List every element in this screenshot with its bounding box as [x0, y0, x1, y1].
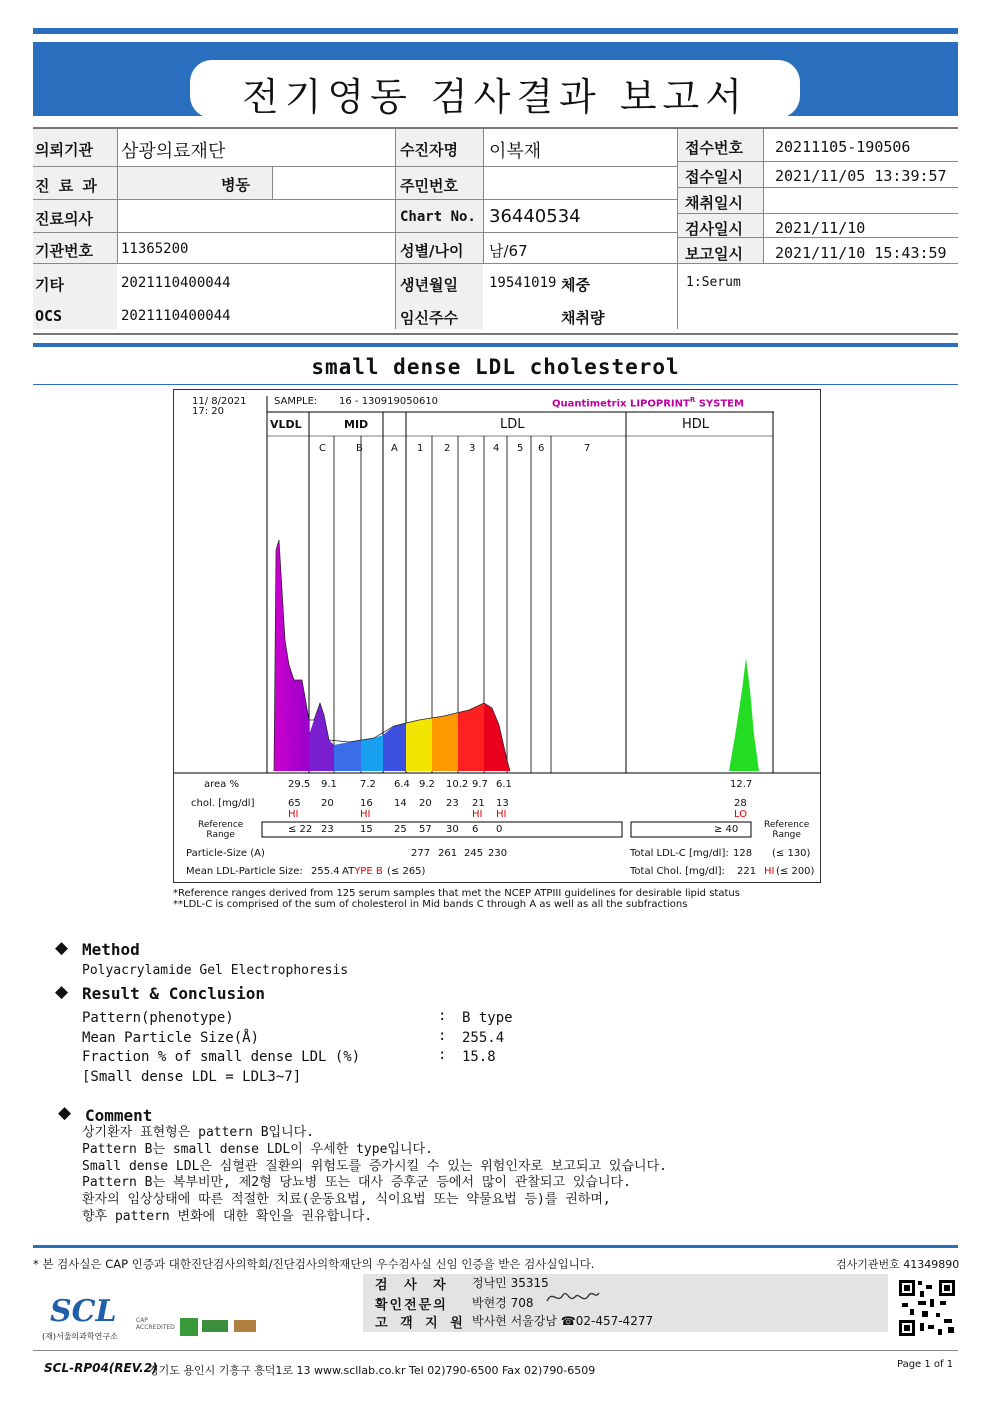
footer-address: 경기도 용인시 기흥구 흥덕1로 13 www.scllab.co.kr Tel 02)790-6500 Fax 02)790-6509	[148, 1364, 596, 1377]
row-ref-label	[198, 820, 243, 840]
sub-c: C	[319, 443, 326, 454]
s1-label: 검 사 자	[375, 1278, 452, 1293]
title-banner	[33, 28, 958, 119]
chol-value: 20	[321, 798, 334, 809]
label-doctor: 진료의사	[35, 210, 93, 228]
area-value: 9.1	[321, 779, 337, 790]
value-patient-name: 이복재	[489, 141, 542, 162]
sample-label: SAMPLE:	[274, 396, 318, 407]
ref-label-1: Reference	[198, 820, 244, 830]
total-chol-flag: HI	[764, 866, 775, 877]
label-collection-volume: 채취량	[561, 309, 605, 327]
ref-value: 6	[472, 824, 479, 835]
total-ldl-range: (≤ 130)	[772, 848, 811, 859]
sub-1: 1	[417, 443, 424, 454]
result-value-2: 255.4	[462, 1030, 505, 1046]
label-sex-age: 성별/나이	[400, 242, 464, 260]
area-value: 9.2	[419, 779, 435, 790]
scl-logo-sub: (재)서울의과학연구소	[42, 1332, 118, 1341]
result-heading: Result & Conclusion	[82, 984, 266, 1003]
diamond-icon: ◆	[55, 938, 69, 958]
particle-1: 277	[411, 848, 431, 859]
total-ldl-label: Total LDL-C [mg/dl]:	[630, 848, 729, 859]
flag-value: HI	[360, 809, 371, 820]
mean-at: AT	[342, 866, 355, 877]
particle-4: 230	[488, 848, 508, 859]
label-report-time: 보고일시	[685, 245, 743, 263]
chart-date: 11/ 8/2021	[192, 396, 247, 407]
footnote-2: **LDL-C is comprised of the sum of cholesterol in Mid bands C through A as well as all the subfractions	[173, 899, 688, 910]
label-dept: 진 료 과	[35, 177, 99, 195]
footnote-1: *Reference ranges derived from 125 serum samples that met the NCEP ATPIII guidelines for desirable lipid status	[173, 888, 740, 899]
sub-b: B	[356, 443, 363, 454]
value-dept: 병동	[221, 176, 250, 194]
scl-logo: SCL	[50, 1294, 117, 1329]
comment-line: 환자의 임상상태에 따른 적절한 치료(운동요법, 식이요법 또는 약물요법 등)를 권하며,	[82, 1192, 611, 1208]
section-title: small dense LDL cholesterol	[311, 355, 680, 379]
ref-value: 15	[360, 824, 373, 835]
result-colon-1: :	[438, 1008, 447, 1024]
value-specimen: 1:Serum	[686, 275, 741, 290]
label-org-no: 기관번호	[35, 242, 93, 260]
hdl-flag: LO	[734, 809, 748, 820]
total-chol-range: (≤ 200)	[776, 866, 815, 877]
lipoprint-chart	[173, 389, 821, 883]
method-heading: Method	[82, 940, 140, 959]
flag-value: HI	[496, 809, 507, 820]
total-chol-value: 221	[737, 866, 757, 877]
value-sex-age: 남/67	[489, 242, 528, 260]
chol-value: 13	[496, 798, 509, 809]
banner-box	[33, 42, 958, 119]
row-ref-label-right	[764, 820, 809, 840]
sub-6: 6	[538, 443, 545, 454]
sub-2: 2	[444, 443, 451, 454]
diamond-icon: ◆	[55, 982, 69, 1002]
area-value: 10.2	[446, 779, 469, 790]
ref-label-r2: Range	[772, 830, 801, 840]
s3-value: 박사현 서울강남 ☎02-457-4277	[472, 1314, 654, 1328]
diamond-icon: ◆	[58, 1103, 72, 1123]
sub-7: 7	[584, 443, 591, 454]
mean-label: Mean LDL-Particle Size:	[186, 866, 303, 877]
band-vldl: VLDL	[270, 418, 302, 431]
label-etc: 기타	[35, 276, 64, 294]
hdl-area: 12.7	[730, 779, 753, 790]
chol-value: 20	[419, 798, 432, 809]
lab-no: 검사기관번호 41349890	[836, 1258, 960, 1271]
ref-value: 57	[419, 824, 432, 835]
flag-value: HI	[472, 809, 483, 820]
section-bar	[33, 343, 958, 347]
s2-label: 확인전문의	[375, 1298, 448, 1313]
particle-2: 261	[438, 848, 458, 859]
sub-a: A	[391, 443, 398, 454]
label-requester: 의뢰기관	[35, 141, 93, 159]
value-requester: 삼광의료재단	[121, 141, 226, 162]
s1-value: 정낙민 35315	[472, 1276, 549, 1290]
cap-badge: CAP ACCREDITED	[136, 1317, 175, 1331]
chol-value: 14	[394, 798, 407, 809]
brand-system: SYSTEM	[698, 398, 744, 410]
ref-label-r1: Reference	[764, 820, 810, 830]
comment-line: 향후 pattern 변화에 대한 확인을 권유합니다.	[82, 1208, 373, 1224]
result-key-3: Fraction % of small dense LDL (%)	[82, 1049, 361, 1065]
result-value-3: 15.8	[462, 1049, 496, 1065]
comment-line: Pattern B는 small dense LDL이 우세한 type입니다.	[82, 1141, 433, 1157]
comment-line: Small dense LDL은 심혈관 질환의 위험도를 증가시킬 수 있는 위험인자로 보고되고 있습니다.	[82, 1158, 667, 1174]
row-area-label: area %	[204, 779, 239, 790]
total-ldl-value: 128	[733, 848, 753, 859]
mean-type-text: YPE B	[354, 866, 383, 877]
total-chol-label: Total Chol. [mg/dl]:	[630, 866, 725, 877]
hdl-ref: ≥ 40	[714, 824, 739, 835]
patient-info-table	[33, 127, 958, 335]
badge-icon	[202, 1320, 228, 1332]
ref-value: ≤ 22	[288, 824, 313, 835]
label-chart-no: Chart No.	[400, 209, 476, 225]
value-receipt-time: 2021/11/05 13:39:57	[775, 167, 947, 185]
label-test-time: 검사일시	[685, 220, 743, 238]
mean-value: 255.4	[311, 866, 340, 877]
result-key-2: Mean Particle Size(Å)	[82, 1030, 260, 1046]
s2-value: 박현경 708	[472, 1296, 534, 1310]
doctor-signature	[545, 1287, 601, 1309]
particle-label: Particle-Size (A)	[186, 848, 265, 859]
area-value: 6.1	[496, 779, 512, 790]
area-value: 29.5	[288, 779, 311, 790]
footer-rule	[33, 1245, 958, 1248]
result-note: [Small dense LDL = LDL3~7]	[82, 1069, 302, 1085]
value-ocs: 2021110400044	[121, 308, 231, 324]
result-value-1: B type	[462, 1010, 513, 1026]
flag-value: HI	[288, 809, 299, 820]
comment-line: Pattern B는 복부비만, 제2형 당뇨병 또는 대사 증후군 등에서 많이 관찰되고 있습니다.	[82, 1175, 631, 1191]
chol-value: 65	[288, 798, 301, 809]
band-hdl: HDL	[682, 417, 710, 432]
result-colon-3: :	[438, 1047, 447, 1063]
cert-text: * 본 검사실은 CAP 인증과 대한진단검사의학회/진단검사의학재단의 우수검사실 신임 인증을 받은 검사실입니다.	[33, 1257, 595, 1271]
value-birth: 19541019	[489, 275, 557, 291]
value-receipt-no: 20211105-190506	[775, 138, 911, 156]
page-title: 전기영동 검사결과 보고서	[242, 75, 748, 119]
band-ldl: LDL	[500, 417, 525, 432]
label-pregnancy: 임신주수	[400, 309, 458, 327]
method-text: Polyacrylamide Gel Electrophoresis	[82, 963, 349, 978]
mean-type	[342, 866, 383, 877]
particle-3: 245	[464, 848, 484, 859]
value-report-time: 2021/11/10 15:43:59	[775, 244, 947, 262]
label-weight: 체중	[561, 276, 590, 294]
label-collection-time: 채취일시	[685, 194, 743, 212]
badge-icon	[234, 1320, 256, 1332]
brand	[552, 396, 744, 409]
label-ocs: OCS	[35, 307, 63, 325]
value-test-time: 2021/11/10	[775, 219, 866, 237]
label-receipt-time: 접수일시	[685, 168, 743, 186]
label-birth: 생년월일	[400, 276, 458, 294]
page-number: Page 1 of 1	[897, 1359, 954, 1370]
comment-text	[82, 1125, 667, 1226]
sub-3: 3	[469, 443, 476, 454]
result-key-1: Pattern(phenotype)	[82, 1010, 234, 1026]
chol-value: 23	[446, 798, 459, 809]
chol-value: 21	[472, 798, 485, 809]
sample-value: 16 - 130919050610	[339, 396, 439, 407]
hdl-chol: 28	[734, 798, 747, 809]
qr-code-icon	[898, 1279, 956, 1337]
badge-icon	[180, 1318, 198, 1336]
result-colon-2: :	[438, 1028, 447, 1044]
chart-time: 17: 20	[192, 406, 224, 417]
ref-value: 30	[446, 824, 459, 835]
mean-range: (≤ 265)	[387, 866, 426, 877]
brand-mark: R	[689, 396, 696, 404]
banner-top-stripe	[33, 28, 958, 34]
row-chol-label: chol. [mg/dl]	[191, 798, 255, 809]
comment-heading: Comment	[85, 1106, 153, 1125]
section-underline	[33, 384, 958, 385]
ref-value: 25	[394, 824, 407, 835]
area-value: 9.7	[472, 779, 488, 790]
doc-code: SCL-RP04(REV.2)	[44, 1361, 158, 1375]
s3-label: 고 객 지 원	[375, 1316, 467, 1331]
ref-value: 23	[321, 824, 334, 835]
ref-value: 0	[496, 824, 503, 835]
chart-footnotes	[173, 888, 740, 910]
label-patient-name: 수진자명	[400, 141, 458, 159]
label-receipt-no: 접수번호	[685, 139, 743, 157]
ref-label-2: Range	[206, 830, 235, 840]
sub-4: 4	[493, 443, 500, 454]
area-value: 7.2	[360, 779, 376, 790]
footer-divider	[33, 1350, 958, 1351]
label-resident-no: 주민번호	[400, 177, 458, 195]
sub-5: 5	[517, 443, 524, 454]
brand-name: Quantimetrix LIPOPRINT	[552, 398, 690, 410]
value-org-no: 11365200	[121, 241, 189, 257]
value-chart-no: 36440534	[489, 206, 581, 227]
comment-line: 상기환자 표현형은 pattern B입니다.	[82, 1125, 315, 1140]
value-etc: 2021110400044	[121, 275, 231, 291]
band-mid: MID	[344, 418, 369, 431]
area-value: 6.4	[394, 779, 410, 790]
chol-value: 16	[360, 798, 373, 809]
